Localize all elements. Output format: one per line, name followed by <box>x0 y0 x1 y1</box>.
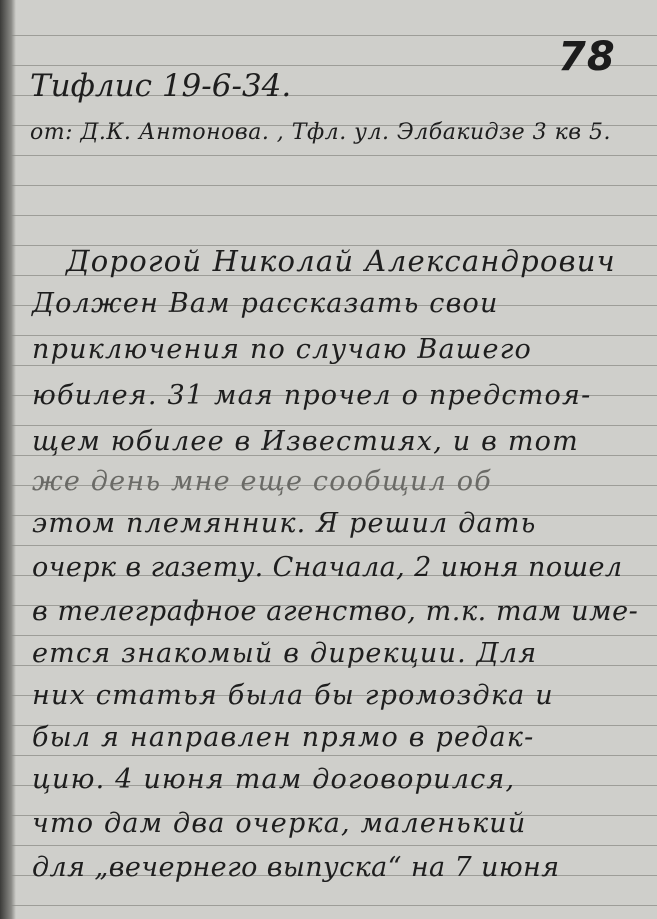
letter-line: что дам два очерка, маленький <box>32 808 527 839</box>
sender-address-line: от: Д.К. Антонова. , Тфл. ул. Элбакидзе 3 кв 5. <box>30 120 611 145</box>
letter-line: Должен Вам рассказать свои <box>32 288 499 319</box>
page-number: 78 <box>558 34 616 80</box>
letter-line: в телеграфное агенство, т.к. там име- <box>32 596 639 627</box>
letter-line: очерк в газету. Сначала, 2 июня пошел <box>32 552 623 583</box>
place-date-line: Тифлис 19-6-34. <box>30 68 292 104</box>
letter-line: цию. 4 июня там договорился, <box>32 764 516 795</box>
letter-line: приключения по случаю Вашего <box>32 334 532 365</box>
letter-line-faded: же день мне еще сообщил об <box>32 466 492 497</box>
page-edge-shadow <box>0 0 16 919</box>
letter-line: был я направлен прямо в редак- <box>32 722 535 753</box>
letter-greeting: Дорогой Николай Александрович <box>66 244 616 278</box>
letter-line: этом племянник. Я решил дать <box>32 508 537 539</box>
letter-line: них статья была бы громоздка и <box>32 680 554 711</box>
letter-line: юбилея. 31 мая прочел о предстоя- <box>32 380 592 411</box>
letter-line: щем юбилее в Известиях, и в тот <box>32 426 579 457</box>
letter-line: ется знакомый в дирекции. Для <box>32 638 538 669</box>
letter-line: для „вечернего выпуска“ на 7 июня <box>32 852 560 883</box>
